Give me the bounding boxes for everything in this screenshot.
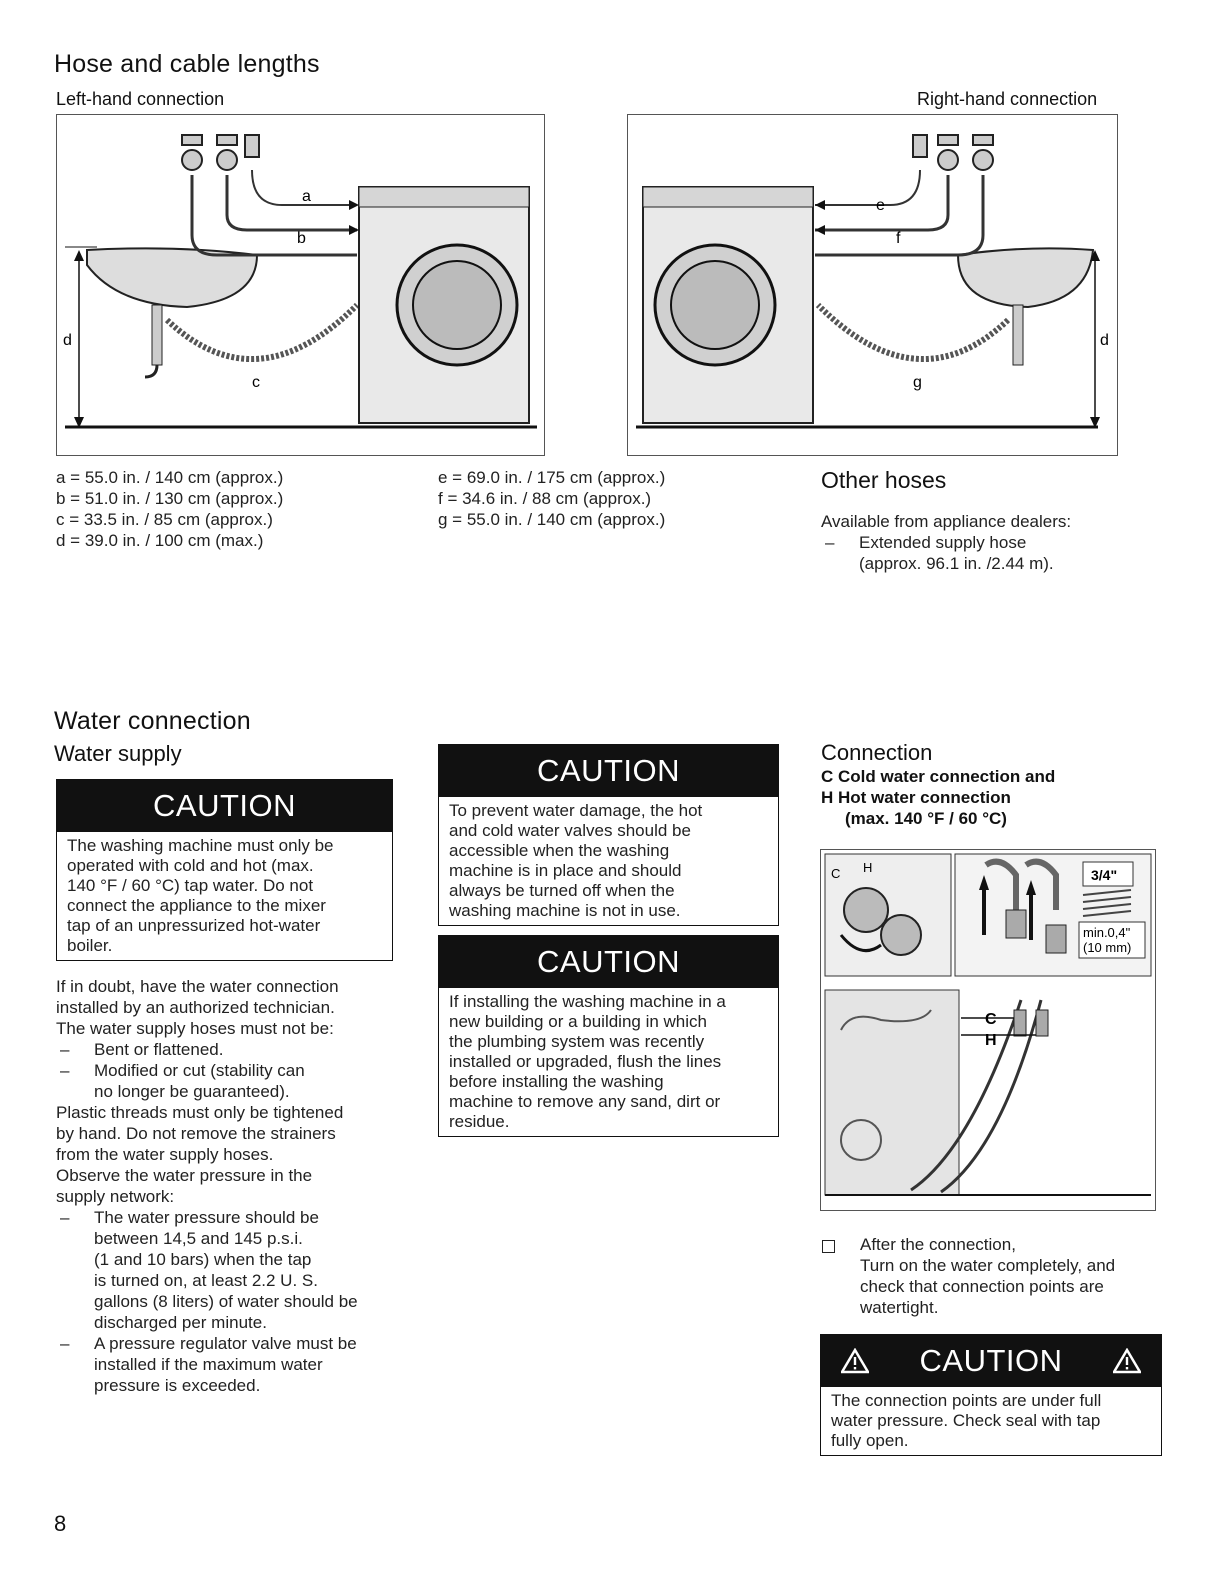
page-number: 8 [54,1511,67,1536]
caution-heading-1: CAUTION [57,780,392,832]
after-connection-text: After the connection, Turn on the water completely, and check that connection points are watertight. [860,1235,1116,1317]
caution-box-2 [438,744,779,926]
list-item: – The water pressure should be between 14,5 and 145 p.s.i. (1 and 10 bars) when the tap is turned on, at least 2.2 U. S. gallons (8 liters) of water should be discharged per minute. [56,1207,401,1333]
other-hoses-title: Other hoses [821,467,947,493]
hoses-must-not-be: The water supply hoses must not be: [56,1019,334,1038]
connection-max-line: (max. 140 °F / 60 °C) [845,809,1007,828]
list-item: – Modified or cut (stability can no longer be guaranteed). [56,1060,401,1102]
connection-diagram [820,849,1156,1211]
label-a: a [302,188,311,205]
step-checkbox-icon [822,1240,835,1253]
min-gap-mm-label: (10 mm) [1083,940,1132,955]
other-hoses-item-line1: Extended supply hose [859,533,1027,552]
right-connection-diagram [627,114,1118,456]
caution-body-2: To prevent water damage, the hot and cold water valves should be accessible when the washing machine is in place and should always be turned off when the washing machine is not in use. [449,801,703,920]
list-item: – A pressure regulator valve must be installed if the maximum water pressure is exceeded. [56,1333,401,1396]
length-e: e = 69.0 in. / 175 cm (approx.) [438,468,666,487]
label-d-left: d [63,332,72,349]
left-lengths-list [56,467,283,551]
caution-body-4: The connection points are under full water pressure. Check seal with tap fully open. [831,1391,1102,1450]
caution-box-4 [820,1334,1162,1456]
caution-heading-4-text: CAUTION [919,1343,1063,1378]
right-lengths-list [438,467,665,530]
caution-heading-3: CAUTION [439,936,778,988]
warning-triangle-icon [1113,1348,1141,1374]
label-d-right: d [1100,332,1109,349]
caution-body-1: The washing machine must only be operated with cold and hot (max. 140 °F / 60 °C) tap water. Do not connect the appliance to the mixer tap of an unpressurized hot-water boiler. [67,836,334,955]
caution-body-3: If installing the washing machine in a new building or a building in which the plumbing system was recently installed or upgraded, flush the lines before installing the washing machine to remove any sand, dirt or residue. [449,992,726,1131]
other-hoses-item-line2: (approx. 96.1 in. /2.44 m). [859,554,1054,573]
length-b: b = 51.0 in. / 130 cm (approx.) [56,489,284,508]
length-g: g = 55.0 in. / 140 cm (approx.) [438,510,666,529]
right-connection-label: Right-hand connection [917,89,1098,109]
length-c: c = 33.5 in. / 85 cm (approx.) [56,510,273,529]
water-supply-title: Water supply [54,741,182,766]
min-gap-label: min.0,4" [1083,925,1131,940]
thread-size-label: 3/4" [1091,867,1118,883]
section-title-hose-lengths: Hose and cable lengths [54,50,320,78]
connection-h-line: H Hot water connection [821,788,1011,807]
left-connection-label: Left-hand connection [56,89,225,109]
other-hoses-intro: Available from appliance dealers: [821,512,1072,531]
section-title-water-connection: Water connection [54,707,251,735]
water-supply-text: If in doubt, have the water connection installed by an authorized technician. The water supply hoses must not be: – Bent or flattened. – Modified or cut (stability can no longer be guaranteed). Plastic threads must only be tightened by hand. Do not remove the strainers from the water supply hoses. Observe the water pressure in the supply network: – The water pressure should be between 14,5 and 145 p.s.i. (1 and 10 bars) when the tap is turned on, at least 2.2 U. S. gallons (8 liters) of water should be discharged per minute. – A pressure regulator valve must be installed if the maximum water pressure is exceeded. [56,976,401,1396]
diagram-label-h: H [985,1032,997,1049]
label-g: g [913,374,922,391]
other-hoses-item [821,532,1161,574]
length-a: a = 55.0 in. / 140 cm (approx.) [56,468,284,487]
caution-box-1 [56,779,393,961]
small-label-h: H [863,860,873,875]
caution-heading-4 [821,1335,1161,1387]
length-f: f = 34.6 in. / 88 cm (approx.) [438,489,652,508]
small-label-c: C [831,866,841,881]
caution-heading-2: CAUTION [439,745,778,797]
label-e: e [876,197,885,214]
connection-c-line: C Cold water connection and [821,767,1056,786]
label-f: f [896,230,901,247]
length-d: d = 39.0 in. / 100 cm (max.) [56,531,264,550]
warning-triangle-icon [841,1348,869,1374]
caution-box-3 [438,935,779,1137]
diagram-label-c: C [985,1011,997,1028]
label-b: b [297,230,306,247]
connection-title: Connection [821,740,933,765]
connection-legend [821,766,1055,829]
left-connection-diagram [56,114,545,456]
list-item: – Bent or flattened. [56,1039,401,1060]
label-c: c [252,374,260,391]
